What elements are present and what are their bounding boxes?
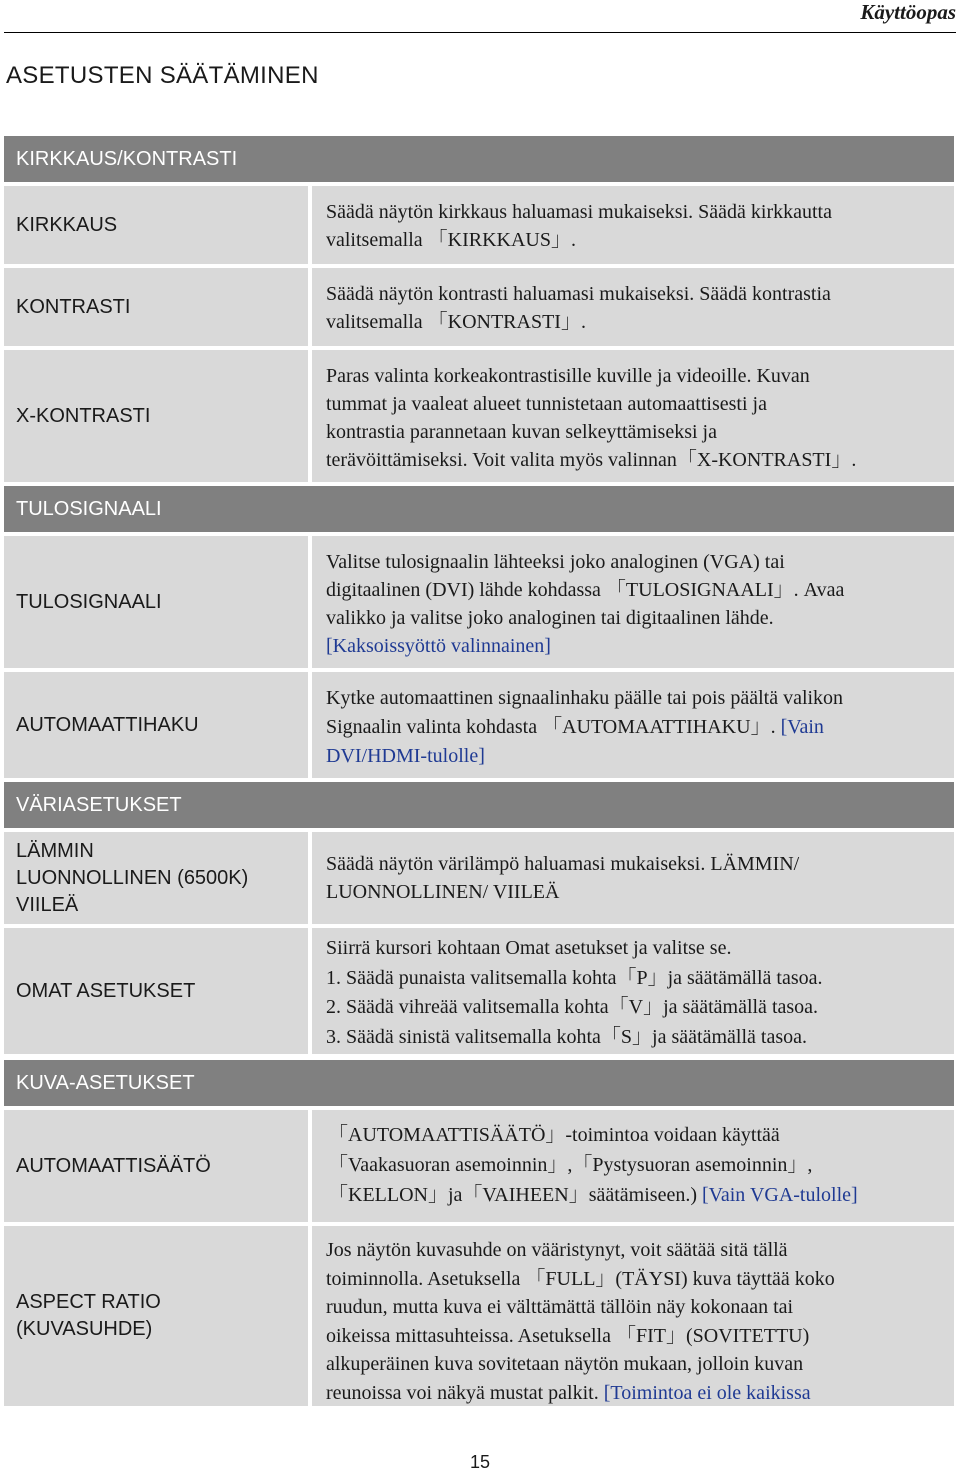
- desc-line: valikko ja valitse joko analoginen tai digitaalinen lähde.: [326, 607, 774, 629]
- desc-note: DVI/HDMI-tulolle]: [326, 745, 485, 767]
- desc-line: Säädä näytön kirkkaus haluamasi mukaiseksi. Säädä kirkkautta: [326, 201, 832, 223]
- row-desc-tulosignaali: [312, 536, 954, 668]
- row-label-kirkkaus: KIRKKAUS: [4, 186, 308, 264]
- row-label-kontrasti: KONTRASTI: [4, 268, 308, 346]
- running-header: [4, 0, 956, 33]
- desc-line: kontrastia parannetaan kuvan selkeyttämiseksi ja: [326, 421, 717, 443]
- desc-line: Paras valinta korkeakontrastisille kuville ja videoille. Kuvan: [326, 365, 810, 387]
- desc-line: [328, 1180, 946, 1210]
- desc-line: Säädä näytön kontrasti haluamasi mukaiseksi. Säädä kontrastia: [326, 283, 831, 305]
- desc-line: Jos näytön kuvasuhde on vääristynyt, voit säätää sitä tällä: [326, 1239, 788, 1261]
- desc-line: terävöittämiseksi. Voit valita myös valinnan「X-KONTRASTI」.: [326, 449, 857, 471]
- desc-line: [326, 1379, 946, 1408]
- desc-note: [Vain VGA-tulolle]: [701, 1184, 858, 1206]
- desc-line: 1. Säädä punaista valitsemalla kohta「P」ja säätämällä tasoa.: [326, 966, 823, 989]
- desc-line: LUONNOLLINEN/ VIILEÄ: [326, 881, 560, 903]
- row-desc-kirkkaus: [312, 186, 954, 264]
- desc-text: 「KELLON」ja「VAIHEEN」säätämiseen.): [328, 1184, 697, 1206]
- desc-line: Säädä näytön värilämpö haluamasi mukaiseksi. LÄMMIN/: [326, 853, 800, 875]
- section-header-kirkkaus-kontrasti: KIRKKAUS/KONTRASTI: [4, 136, 954, 182]
- desc-line: 「Vaakasuoran asemoinnin」,「Pystysuoran asemoinnin」,: [328, 1154, 813, 1176]
- desc-note: [Kaksoissyöttö valinnainen]: [326, 635, 551, 657]
- label-line: LUONNOLLINEN (6500K): [16, 866, 249, 889]
- row-desc-kontrasti: [312, 268, 954, 346]
- section-header-tulosignaali: TULOSIGNAALI: [4, 486, 954, 532]
- desc-line: toiminnolla. Asetuksella 「FULL」(TÄYSI) kuva täyttää koko: [326, 1267, 835, 1290]
- row-desc-automaattisaato: [312, 1110, 954, 1222]
- label-line: (KUVASUHDE): [16, 1318, 153, 1340]
- label-line: ASPECT RATIO: [16, 1291, 161, 1313]
- desc-note: [Vain: [780, 716, 824, 738]
- row-label-x-kontrasti: X-KONTRASTI: [4, 350, 308, 482]
- desc-line: alkuperäinen kuva sovitetaan näytön mukaan, jolloin kuvan: [326, 1353, 804, 1375]
- page-heading: ASETUSTEN SÄÄTÄMINEN: [6, 62, 319, 89]
- row-label-aspect-ratio: [4, 1226, 308, 1406]
- desc-line: ruudun, mutta kuva ei välttämättä tällöin näy kokonaan tai: [326, 1296, 794, 1318]
- row-desc-omat-asetukset: [312, 928, 954, 1054]
- row-label-automaattisaato: AUTOMAATTISÄÄTÖ: [4, 1110, 308, 1222]
- desc-line: Kytke automaattinen signaalinhaku päälle tai pois päältä valikon: [326, 687, 844, 709]
- row-label-omat-asetukset: OMAT ASETUKSET: [4, 928, 308, 1054]
- desc-text: Signaalin valinta kohdasta 「AUTOMAATTIHAKU」.: [326, 716, 776, 738]
- desc-line: Siirrä kursori kohtaan Omat asetukset ja valitse se.: [326, 937, 732, 959]
- desc-note: [Toimintoa ei ole kaikissa: [603, 1381, 811, 1404]
- desc-text: reunoissa voi näkyä mustat palkit.: [326, 1381, 599, 1404]
- row-desc-aspect-ratio: [312, 1226, 954, 1406]
- section-header-variasetukset: VÄRIASETUKSET: [4, 782, 954, 828]
- row-label-lammin: [4, 832, 308, 924]
- page-number: 15: [469, 1452, 491, 1472]
- row-desc-automaattihaku: [312, 672, 954, 778]
- desc-line: 3. Säädä sinistä valitsemalla kohta「S」ja säätämällä tasoa.: [326, 1025, 807, 1048]
- label-line: VIILEÄ: [16, 893, 79, 916]
- desc-line: oikeissa mittasuhteissa. Asetuksella 「FIT」(SOVITETTU): [326, 1324, 810, 1347]
- desc-line: valitsemalla 「KIRKKAUS」.: [326, 229, 576, 251]
- label-lines: [16, 838, 248, 919]
- label-lines: [16, 1289, 161, 1343]
- row-desc-lammin: [312, 832, 954, 924]
- desc-line: [326, 713, 946, 742]
- label-line: LÄMMIN: [16, 839, 94, 862]
- section-header-kuva-asetukset: KUVA-ASETUKSET: [4, 1060, 954, 1106]
- desc-line: digitaalinen (DVI) lähde kohdassa 「TULOSIGNAALI」. Avaa: [326, 579, 845, 601]
- manual-title: Käyttöopas: [860, 0, 956, 24]
- row-label-tulosignaali: TULOSIGNAALI: [4, 536, 308, 668]
- desc-line: Valitse tulosignaalin lähteeksi joko analoginen (VGA) tai: [326, 551, 785, 573]
- desc-line: valitsemalla 「KONTRASTI」.: [326, 311, 586, 333]
- desc-line: tummat ja vaaleat alueet tunnistetaan automaattisesti ja: [326, 393, 767, 415]
- row-label-automaattihaku: AUTOMAATTIHAKU: [4, 672, 308, 778]
- row-desc-x-kontrasti: [312, 350, 954, 482]
- desc-line: 「AUTOMAATTISÄÄTÖ」-toimintoa voidaan käyttää: [328, 1124, 780, 1146]
- desc-line: 2. Säädä vihreää valitsemalla kohta「V」ja säätämällä tasoa.: [326, 996, 819, 1018]
